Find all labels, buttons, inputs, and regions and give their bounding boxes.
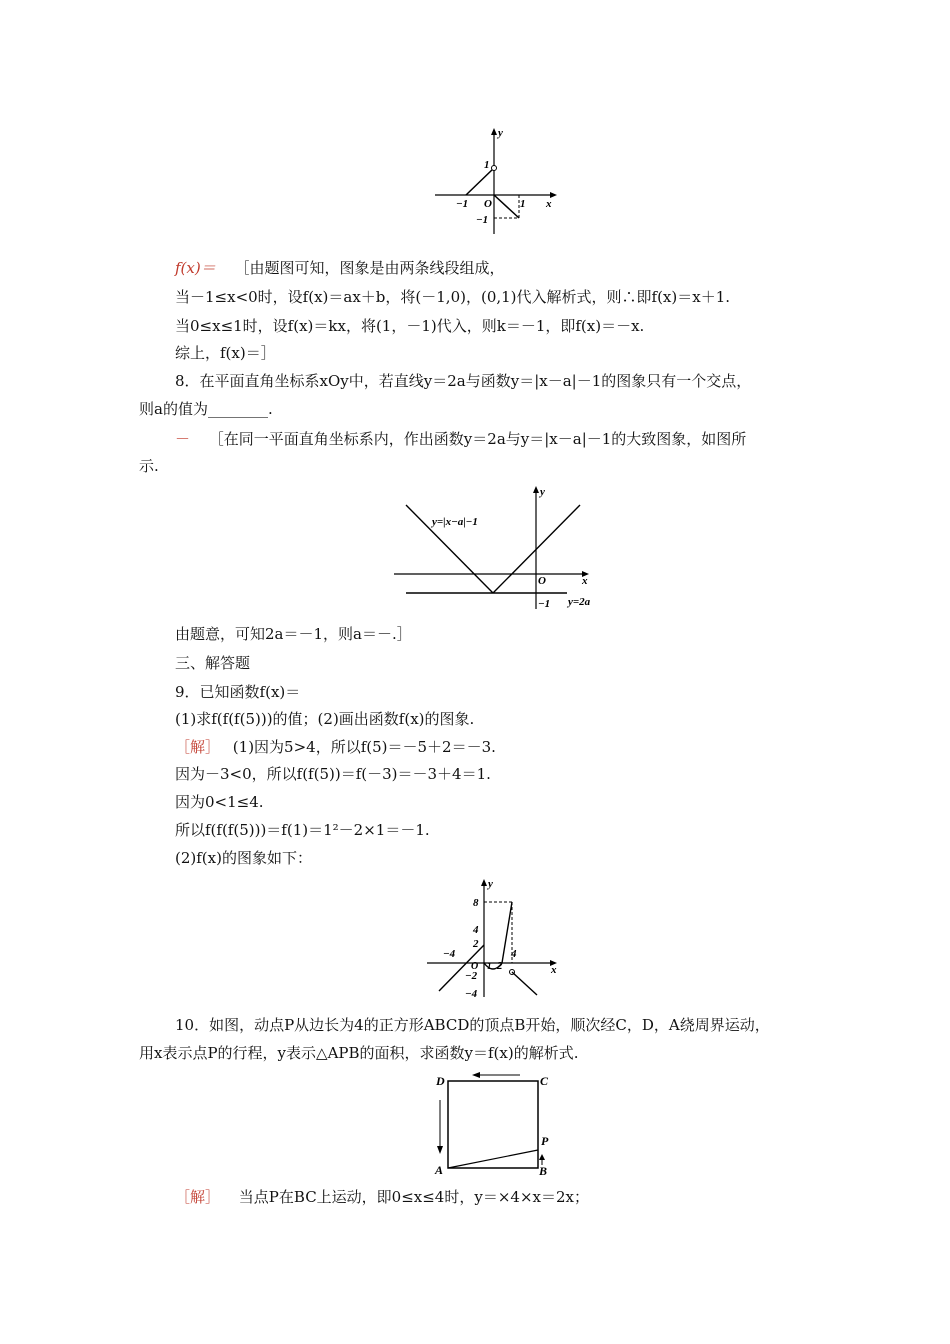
- fig3-fourx: 4: [511, 948, 517, 960]
- q9-solution-tag: ［解］: [175, 738, 221, 756]
- q8-line3: － ［在同一平面直角坐标系内，作出函数y＝2a与y＝|x－a|－1的大致图象，如图所: [175, 430, 747, 448]
- q9-line1: 9．已知函数f(x)＝: [175, 683, 301, 701]
- fig3-neg4x: −4: [443, 948, 456, 960]
- q9-line2: (1)求f(f(f(5)))的值；(2)画出函数f(x)的图象.: [175, 710, 475, 728]
- q9-line7: (2)f(x)的图象如下：: [175, 849, 312, 867]
- fig3-y-label: y: [488, 878, 493, 890]
- fig2-neg1: −1: [538, 598, 551, 610]
- fig1-one-x: 1: [520, 198, 526, 210]
- figure-abs-value-graph: [392, 483, 602, 613]
- q9-line5: 因为0<1≤4.: [175, 793, 264, 811]
- fig4-A: A: [435, 1163, 444, 1177]
- q8-line1: 8．在平面直角坐标系xOy中，若直线y＝2a与函数y＝|x－a|－1的图象只有一个交点，: [175, 372, 752, 390]
- fig1-y-label: y: [498, 127, 503, 139]
- fig1-origin: O: [484, 198, 492, 210]
- fig1-neg1-y: −1: [476, 214, 489, 226]
- fig3-two: 2: [473, 938, 479, 950]
- fig1-one-y: 1: [484, 159, 490, 171]
- fig4-C: C: [540, 1074, 549, 1088]
- q10-solution-tag: ［解］: [175, 1188, 221, 1206]
- fig3-four: 4: [473, 924, 479, 936]
- fig3-origin: O: [471, 961, 479, 972]
- q10-line2: 用x表示点P的行程，y表示△APB的面积，求函数y＝f(x)的解析式.: [139, 1044, 579, 1062]
- fig4-D: D: [436, 1074, 445, 1088]
- fig4-B: B: [539, 1164, 548, 1178]
- fig2-origin: O: [538, 575, 546, 587]
- q9-line3: ［解］ (1)因为5>4，所以f(5)＝－5＋2＝－3.: [175, 738, 496, 756]
- fig2-func-label: y=|x−a|−1: [432, 516, 478, 528]
- q9-line6: 所以f(f(f(5)))＝f(1)＝1²－2×1＝－1.: [175, 821, 430, 839]
- fig3-neg2: −2: [465, 970, 478, 982]
- q7-line2: 当－1≤x<0时，设f(x)＝ax＋b，将(－1,0)，(0,1)代入解析式，则∴即f(x)＝x＋1.: [175, 288, 731, 306]
- fig3-eight: 8: [473, 897, 479, 909]
- fig1-neg1-x: −1: [456, 198, 469, 210]
- fig2-y-label: y: [540, 486, 545, 498]
- fig3-twox: 2: [497, 960, 503, 972]
- fig3-x-label: x: [551, 964, 557, 976]
- figure-piecewise-function: [425, 877, 565, 1002]
- q7-line3: 当0≤x≤1时，设f(x)＝kx，将(1，－1)代入，则k＝－1，即f(x)＝－x.: [175, 317, 645, 335]
- fig4-P: P: [541, 1134, 549, 1148]
- q7-line1: f(x)＝ ［由题图可知，图象是由两条线段组成，: [175, 259, 505, 277]
- fig3-one: 1: [487, 961, 492, 971]
- figure-square-abcd: [430, 1070, 560, 1180]
- fig1-x-label: x: [546, 198, 552, 210]
- q8-answer: －: [175, 430, 191, 448]
- q7-line4: 综上，f(x)＝］: [175, 344, 276, 362]
- figure-piecewise-segments: [430, 126, 565, 236]
- fig2-line-label: y=2a: [568, 596, 591, 608]
- fig2-x-label: x: [582, 575, 588, 587]
- q7-answer: f(x)＝: [175, 259, 216, 277]
- q8-line2: 则a的值为________.: [139, 400, 273, 418]
- fig3-neg4: −4: [465, 988, 478, 1000]
- q8-line5: 由题意，可知2a＝－1，则a＝－.］: [175, 625, 412, 643]
- q8-line4: 示.: [139, 457, 159, 475]
- section-heading: 三、解答题: [175, 654, 251, 672]
- q9-line4: 因为－3<0，所以f(f(5))＝f(－3)＝－3＋4＝1.: [175, 765, 491, 783]
- q10-line3: ［解］ 当点P在BC上运动，即0≤x≤4时，y＝×4×x＝2x；: [175, 1188, 589, 1206]
- q10-line1: 10．如图，动点P从边长为4的正方形ABCD的顶点B开始，顺次经C，D，A绕周界运动，: [175, 1016, 770, 1034]
